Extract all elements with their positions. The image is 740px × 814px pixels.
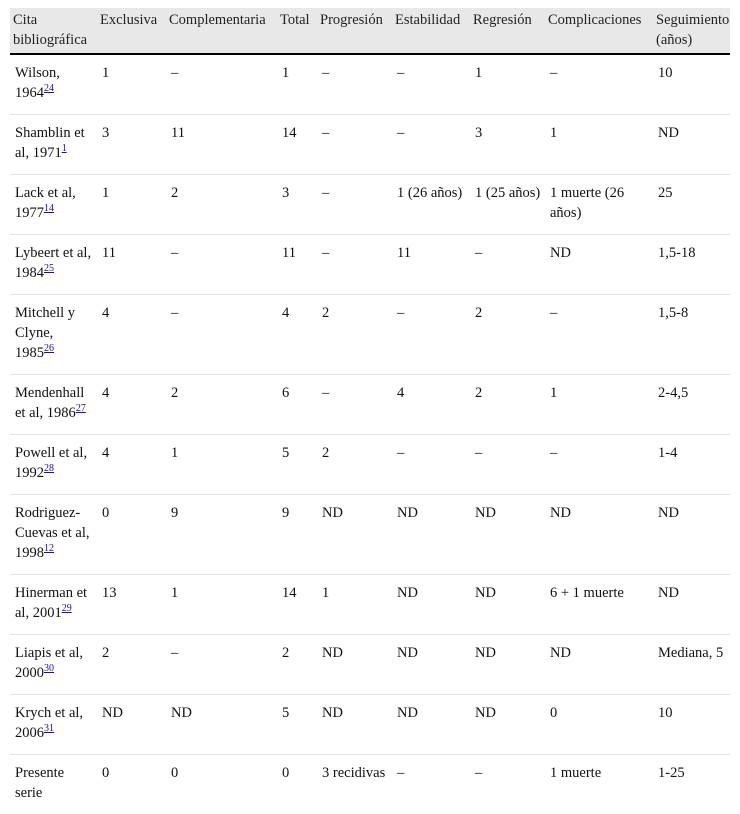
table-cell: – (470, 235, 545, 295)
table-cell: – (545, 295, 653, 375)
table-cell: 3 (97, 115, 166, 175)
citation-cell (10, 695, 97, 755)
table-cell: ND (317, 495, 392, 575)
table-cell: ND (317, 635, 392, 695)
table-cell: 25 (653, 175, 730, 235)
table-cell: 1 (26 años) (392, 175, 470, 235)
table-cell: 0 (97, 755, 166, 814)
citation-cell (10, 235, 97, 295)
column-header: Seguimiento (años) (653, 8, 730, 54)
table-cell: – (166, 235, 277, 295)
citation-text: Shamblin et al, 1971 (15, 125, 85, 161)
reference-link[interactable]: 12 (44, 543, 54, 554)
table-cell: 11 (392, 235, 470, 295)
citation-text: Wilson, 1964 (15, 65, 60, 101)
table-cell: 2 (166, 175, 277, 235)
table-cell: 10 (653, 695, 730, 755)
column-header: Exclusiva (97, 8, 166, 54)
table-row (10, 295, 730, 375)
table-cell: 1 (166, 575, 277, 635)
table-cell: – (166, 295, 277, 375)
citation-cell (10, 375, 97, 435)
citation-cell (10, 495, 97, 575)
column-header: Progresión (317, 8, 392, 54)
reference-link[interactable]: 31 (44, 723, 54, 734)
table-cell: 1 (317, 575, 392, 635)
citation-cell (10, 635, 97, 695)
column-header: Cita bibliográfica (10, 8, 97, 54)
table-cell: 2-4,5 (653, 375, 730, 435)
table-cell: ND (470, 635, 545, 695)
table-cell: ND (392, 495, 470, 575)
table-row (10, 54, 730, 115)
table-cell: 2 (97, 635, 166, 695)
citation-cell (10, 435, 97, 495)
citation-text: Presente serie (15, 765, 64, 801)
table-cell: 3 recidivas (317, 755, 392, 814)
table-cell: 11 (277, 235, 317, 295)
table-row (10, 635, 730, 695)
reference-link[interactable]: 26 (44, 343, 54, 354)
table-row (10, 755, 730, 814)
table-cell: ND (317, 695, 392, 755)
table-cell: 1 (97, 54, 166, 115)
table-cell: ND (392, 635, 470, 695)
column-header: Complementaria (166, 8, 277, 54)
table-cell: 5 (277, 695, 317, 755)
table-cell: 4 (97, 435, 166, 495)
citation-cell (10, 755, 97, 814)
table-cell: – (166, 54, 277, 115)
table-cell: 0 (277, 755, 317, 814)
table-cell: ND (545, 635, 653, 695)
reference-link[interactable]: 24 (44, 83, 54, 94)
table-cell: ND (545, 235, 653, 295)
table-cell: 1 (470, 54, 545, 115)
citation-cell (10, 175, 97, 235)
table-row (10, 375, 730, 435)
header-row (10, 8, 730, 54)
table-cell: 1 (277, 54, 317, 115)
table-cell: – (392, 54, 470, 115)
reference-link[interactable]: 29 (62, 603, 72, 614)
table-cell: 4 (97, 375, 166, 435)
table-cell: – (392, 295, 470, 375)
citation-text: Powell et al, 1992 (15, 445, 87, 481)
citation-text: Hinerman et al, 2001 (15, 585, 87, 621)
table-cell: ND (166, 695, 277, 755)
table-cell: 0 (166, 755, 277, 814)
table-row (10, 435, 730, 495)
table-cell: – (317, 115, 392, 175)
column-header: Complicaciones (545, 8, 653, 54)
table-cell: ND (653, 115, 730, 175)
table-row (10, 575, 730, 635)
table-cell: 11 (166, 115, 277, 175)
table-cell: 1 (545, 115, 653, 175)
table-cell: 1 (545, 375, 653, 435)
table-cell: 2 (166, 375, 277, 435)
table-cell: 4 (392, 375, 470, 435)
table-cell: ND (470, 495, 545, 575)
table-cell: – (470, 755, 545, 814)
reference-link[interactable]: 27 (76, 403, 86, 414)
table-cell: – (545, 54, 653, 115)
table-cell: 1 (25 años) (470, 175, 545, 235)
table-cell: – (317, 375, 392, 435)
citation-cell (10, 575, 97, 635)
table-cell: 1-4 (653, 435, 730, 495)
table-cell: 14 (277, 115, 317, 175)
table-cell: – (317, 175, 392, 235)
table-cell: 1 (166, 435, 277, 495)
table-cell: 4 (277, 295, 317, 375)
citation-text: Lybeert et al, 1984 (15, 245, 91, 281)
table-cell: 2 (317, 435, 392, 495)
citation-text: Mitchell y Clyne, 1985 (15, 305, 75, 361)
table-row (10, 235, 730, 295)
table-row (10, 695, 730, 755)
table-cell: 9 (166, 495, 277, 575)
table-cell: 2 (277, 635, 317, 695)
reference-link[interactable]: 14 (44, 203, 54, 214)
table-cell: – (392, 115, 470, 175)
reference-link[interactable]: 1 (62, 143, 67, 154)
table-cell: 1 muerte (26 años) (545, 175, 653, 235)
table-cell: 1,5-18 (653, 235, 730, 295)
table-body (10, 54, 730, 814)
column-header: Estabilidad (392, 8, 470, 54)
table-cell: 2 (470, 295, 545, 375)
table-cell: 2 (317, 295, 392, 375)
table-cell: ND (653, 495, 730, 575)
table-cell: 11 (97, 235, 166, 295)
table-cell: ND (653, 575, 730, 635)
table-cell: ND (97, 695, 166, 755)
table-cell: 6 + 1 muerte (545, 575, 653, 635)
table-cell: 3 (470, 115, 545, 175)
table-cell: – (392, 755, 470, 814)
column-header: Total (277, 8, 317, 54)
citation-text: Krych et al, 2006 (15, 705, 83, 741)
table-cell: 6 (277, 375, 317, 435)
table-row (10, 495, 730, 575)
table-cell: ND (392, 695, 470, 755)
column-header: Regresión (470, 8, 545, 54)
citation-cell (10, 295, 97, 375)
table-cell: 1 (97, 175, 166, 235)
table-cell: 2 (470, 375, 545, 435)
table-cell: 1 muerte (545, 755, 653, 814)
reference-link[interactable]: 30 (44, 663, 54, 674)
citation-text: Mendenhall et al, 1986 (15, 385, 84, 421)
table-cell: 3 (277, 175, 317, 235)
table-cell: – (317, 54, 392, 115)
table-cell: 9 (277, 495, 317, 575)
results-table (10, 8, 730, 814)
table-cell: 1-25 (653, 755, 730, 814)
table-cell: – (392, 435, 470, 495)
table-cell: 0 (545, 695, 653, 755)
table-row (10, 175, 730, 235)
table-cell: – (470, 435, 545, 495)
citation-cell (10, 115, 97, 175)
citation-cell (10, 54, 97, 115)
reference-link[interactable]: 25 (44, 263, 54, 274)
table-cell: 10 (653, 54, 730, 115)
citation-text: Lack et al, 1977 (15, 185, 76, 221)
table-cell: ND (470, 695, 545, 755)
table-cell: 13 (97, 575, 166, 635)
table-cell: ND (392, 575, 470, 635)
table-cell: ND (545, 495, 653, 575)
table-cell: Mediana, 5 (653, 635, 730, 695)
table-row (10, 115, 730, 175)
table-cell: 14 (277, 575, 317, 635)
table-cell: – (317, 235, 392, 295)
table-cell: – (166, 635, 277, 695)
table-cell: 5 (277, 435, 317, 495)
citation-text: Liapis et al, 2000 (15, 645, 83, 681)
table-cell: 4 (97, 295, 166, 375)
table-cell: 1,5-8 (653, 295, 730, 375)
reference-link[interactable]: 28 (44, 463, 54, 474)
table-cell: ND (470, 575, 545, 635)
table-cell: 0 (97, 495, 166, 575)
table-cell: – (545, 435, 653, 495)
citation-text: Rodriguez-Cuevas et al, 1998 (15, 505, 90, 561)
